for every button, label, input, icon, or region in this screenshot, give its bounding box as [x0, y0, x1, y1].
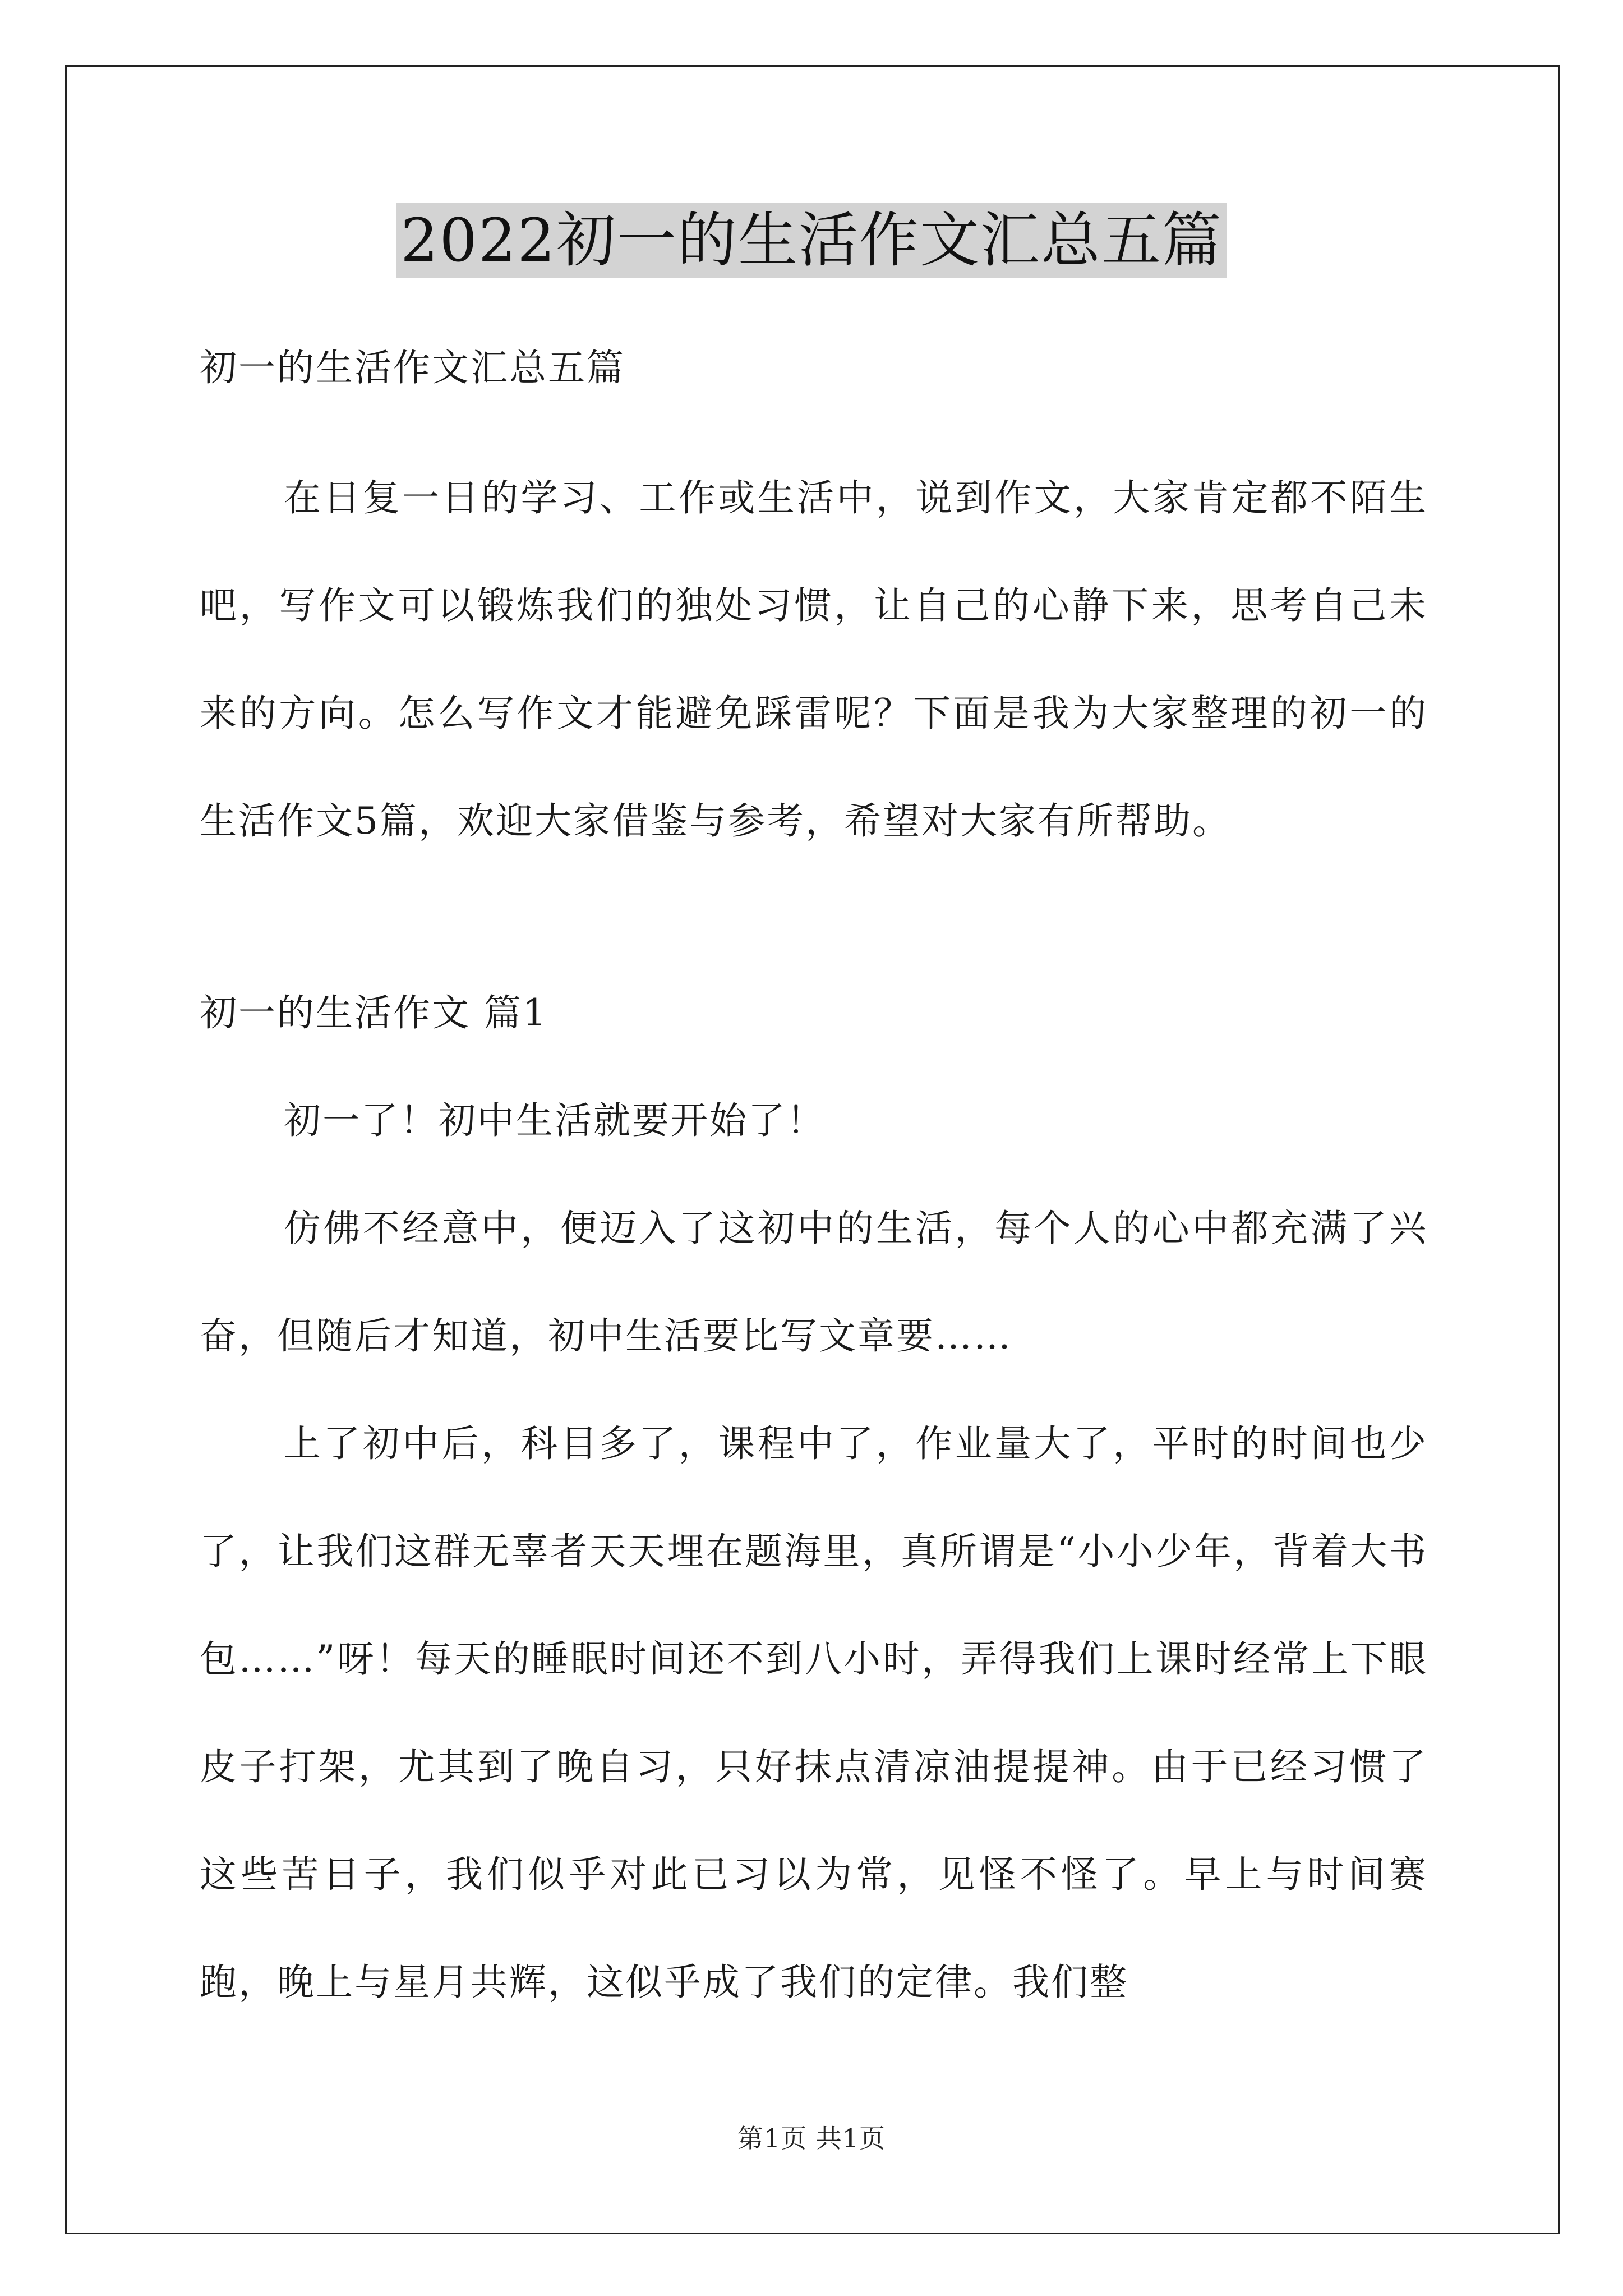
- spacer: [200, 422, 1428, 444]
- paragraph: 初一了！初中生活就要开始了！: [284, 1099, 826, 1142]
- intro-paragraph: 在日复一日的学习、工作或生活中，说到作文，大家肯定都不陌生吧，写作文可以锻炼我们的独处习惯，让自己的心静下来，思考自己未来的方向。怎么写作文才能避免踩雷呢？下面是我为大家整理的初一的生活作文5篇，欢迎大家借鉴与参考，希望对大家有所帮助。: [200, 476, 1428, 843]
- document-title: 2022初一的生活作文汇总五篇: [396, 203, 1227, 278]
- spacer: [200, 875, 1428, 959]
- paragraph: 上了初中后，科目多了，课程中了，作业量大了，平时的时间也少了，让我们这群无辜者天天埋在题海里，真所谓是“小小少年，背着大书包……”呀！每天的睡眠时间还不到八小时，弄得我们上课时经常上下眼皮子打架，尤其到了晚自习，只好抹点清凉油提提神。由于已经习惯了这些苦日子，我们似乎对此已习以为常，见怪不怪了。早上与时间赛跑，晚上与星月共辉，这似乎成了我们的定律。我们整: [200, 1422, 1428, 2004]
- paragraph: 仿佛不经意中，便迈入了这初中的生活，每个人的心中都充满了兴奋，但随后才知道，初中生活要比写文章要……: [200, 1207, 1428, 1358]
- document-body: [200, 314, 1428, 2036]
- document-subtitle: 初一的生活作文汇总五篇: [200, 346, 625, 389]
- page-footer: 第1页 共1页: [737, 2123, 886, 2154]
- title-container: [0, 203, 1623, 278]
- section-heading: 初一的生活作文 篇1: [200, 991, 548, 1034]
